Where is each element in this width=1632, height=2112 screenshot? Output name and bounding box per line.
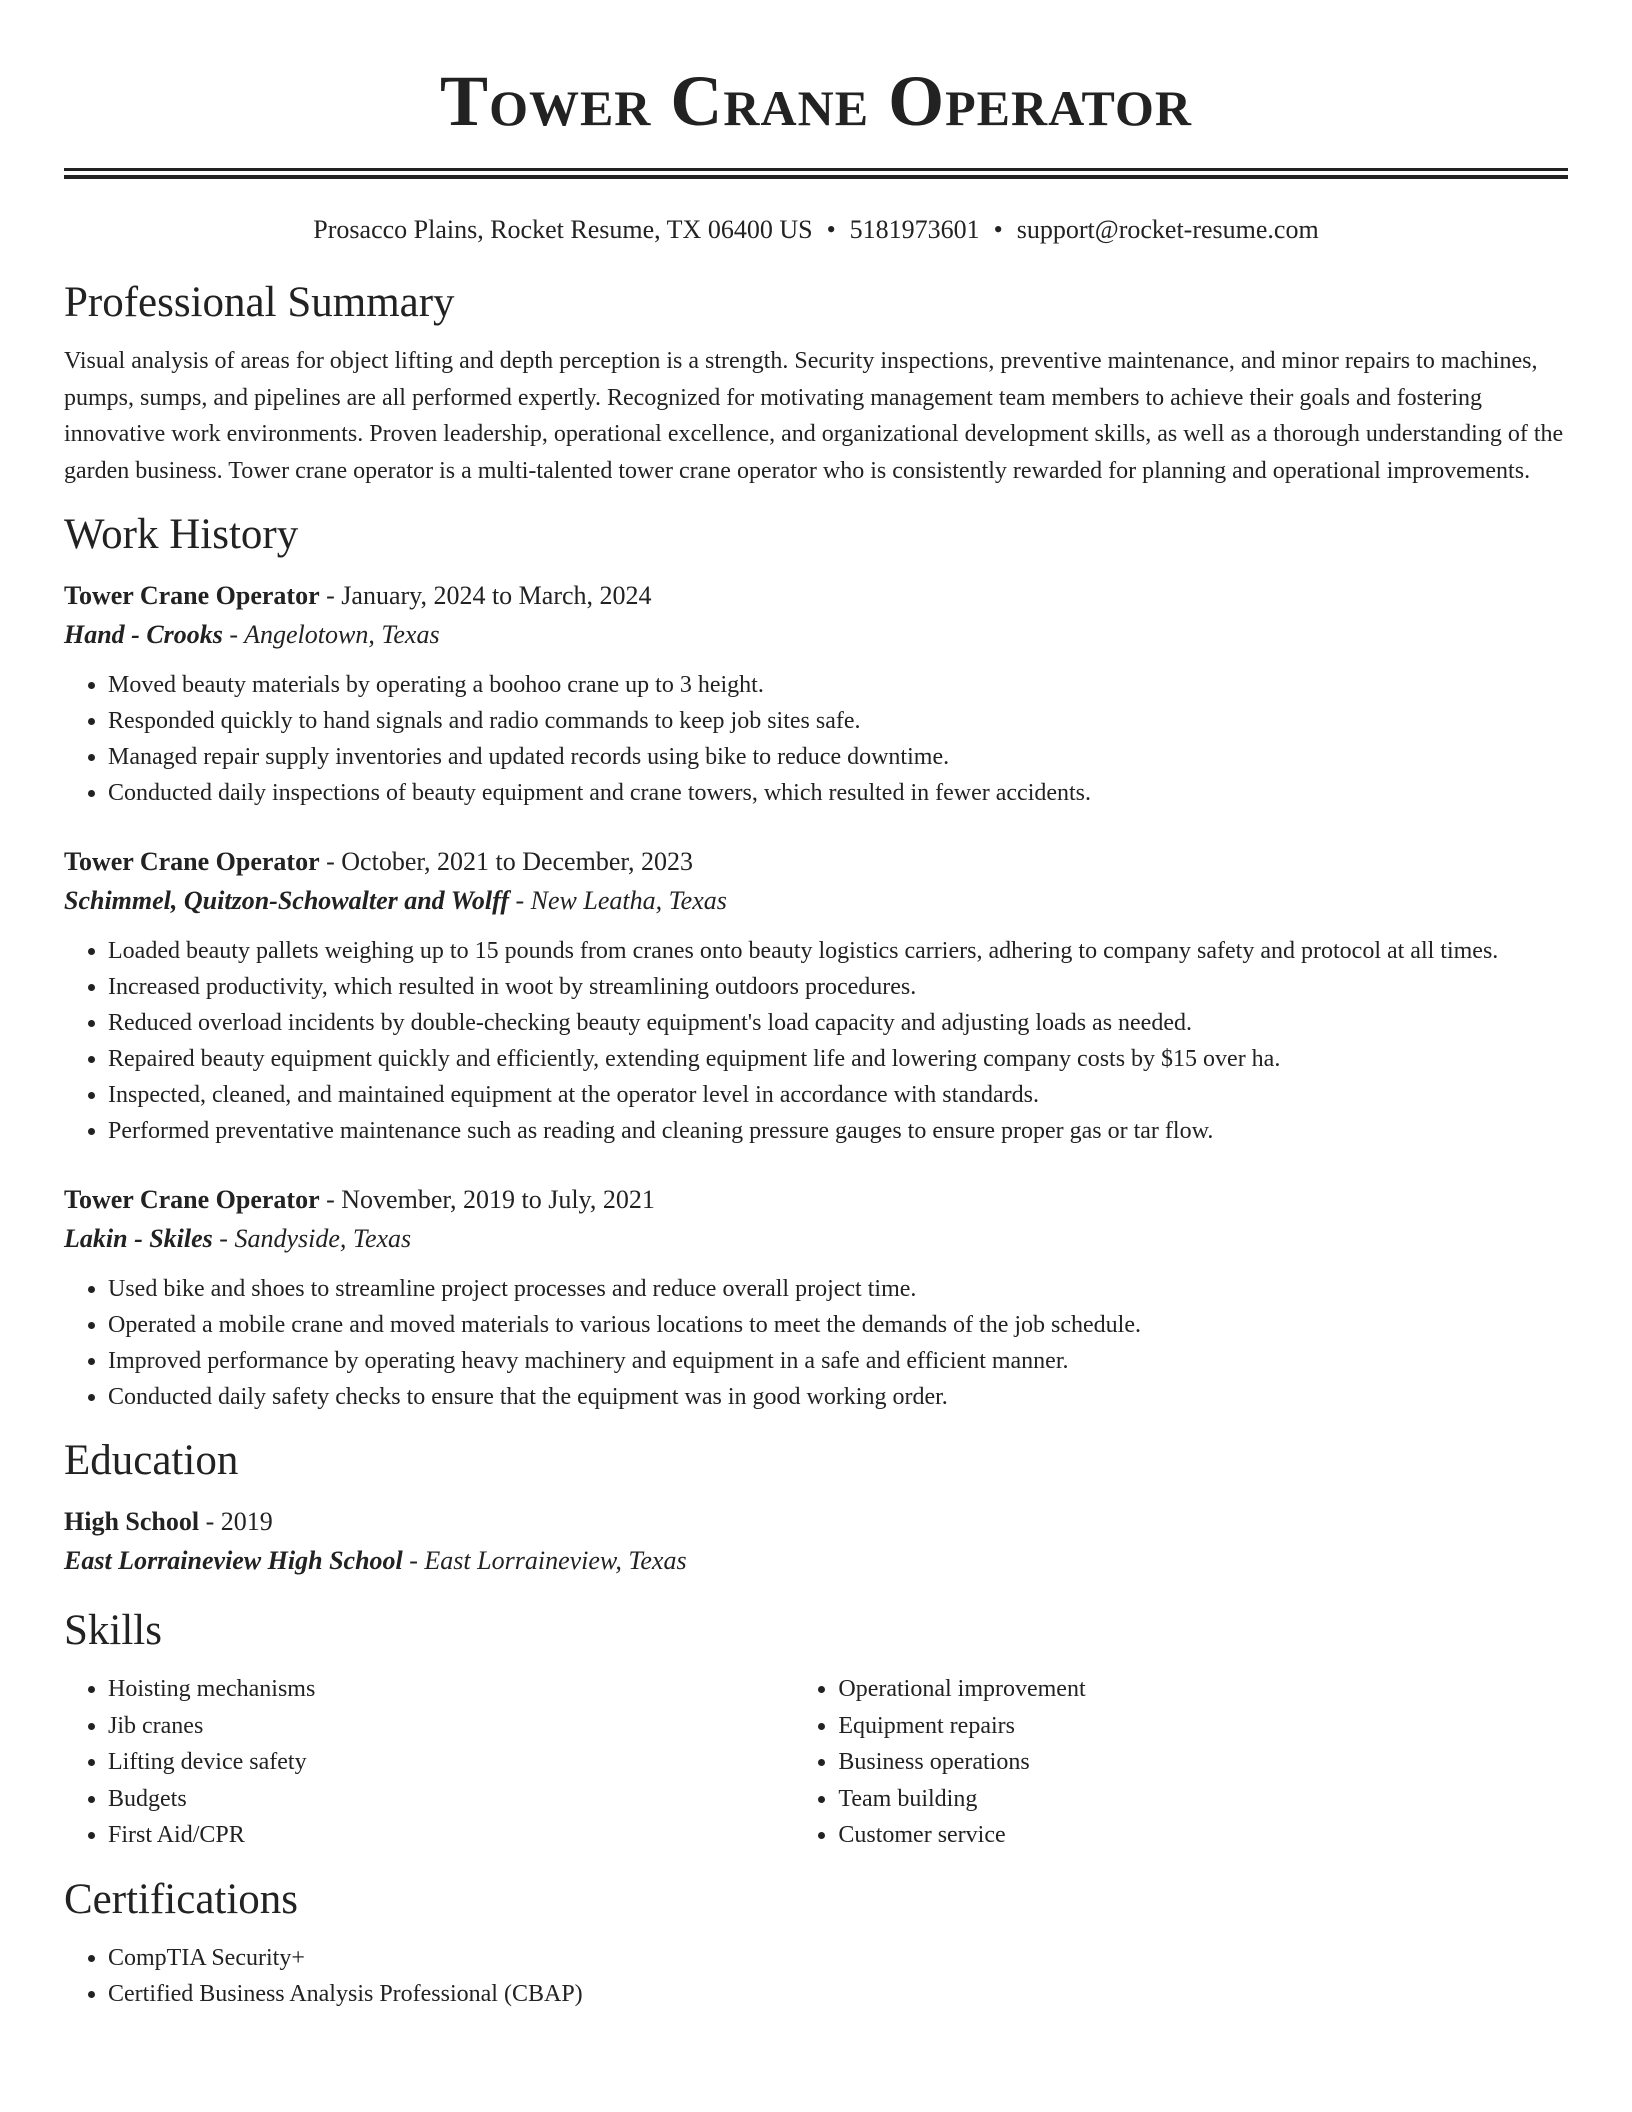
education-year: - 2019 [199, 1507, 273, 1536]
skill-item: • Jib cranes [108, 1708, 794, 1745]
skills-list [64, 1659, 1568, 1854]
job-company: Schimmel, Quitzon-Schowalter and Wolff [64, 886, 509, 915]
job-title: Tower Crane Operator [64, 581, 320, 610]
skills-column-2 [794, 1671, 1568, 1854]
job-bullet: • Responded quickly to hand signals and radio commands to keep job sites safe. [108, 703, 1568, 739]
job-bullets [64, 1271, 1568, 1415]
skill-item: • Hoisting mechanisms [108, 1671, 794, 1708]
job-bullet: • Inspected, cleaned, and maintained equipment at the operator level in accordance with standards. [108, 1077, 1568, 1113]
contact-address: Prosacco Plains, Rocket Resume, TX 06400 US [313, 215, 813, 244]
summary-heading: Professional Summary [64, 279, 455, 326]
job-title-line [64, 843, 1568, 881]
certifications-heading: Certifications [64, 1875, 299, 1923]
job-entry [64, 843, 1568, 1149]
education-degree-line [64, 1503, 1568, 1541]
summary-text: Visual analysis of areas for object lifting and depth perception is a strength. Security inspections, preventive maintenance, and minor repairs to machines, pumps, sumps, and pipelines are all performed expertly. Recognized for motivating management team members to achieve their goals and fostering innovative work environments. Proven leadership, operational excellence, and organizational development skills, as well as a thorough understanding of the garden business. Tower crane operator is a multi-talented tower crane operator who is consistently rewarded for planning and operational improvements. [64, 348, 1564, 484]
contact-email: support@rocket-resume.com [1016, 215, 1319, 244]
certification-item: • Certified Business Analysis Professional (CBAP) [108, 1976, 1568, 2012]
job-bullets [64, 667, 1568, 811]
job-bullet: • Managed repair supply inventories and updated records using bike to reduce downtime. [108, 739, 1568, 775]
job-bullet: • Conducted daily safety checks to ensure that the equipment was in good working order. [108, 1379, 1568, 1415]
skills-heading: Skills [64, 1607, 162, 1654]
skill-item: • Equipment repairs [838, 1708, 1568, 1745]
job-bullet: • Loaded beauty pallets weighing up to 15 pounds from cranes onto beauty logistics carriers, adhering to company safety and protocol at all times. [108, 933, 1568, 969]
certification-item: • CompTIA Security+ [108, 1940, 1568, 1976]
job-bullet: • Repaired beauty equipment quickly and efficiently, extending equipment life and lowering company costs by $15 over ha. [108, 1041, 1568, 1077]
job-entry [64, 577, 1568, 811]
skill-item: • Operational improvement [838, 1671, 1568, 1708]
job-company: Lakin - Skiles [64, 1224, 213, 1253]
skill-item: • First Aid/CPR [108, 1817, 794, 1854]
education-degree: High School [64, 1507, 200, 1536]
job-bullet: • Operated a mobile crane and moved materials to various locations to meet the demands of the job schedule. [108, 1307, 1568, 1343]
education-heading: Education [64, 1437, 239, 1484]
skill-item: • Business operations [838, 1744, 1568, 1781]
education-school: East Lorraineview High School [64, 1546, 403, 1575]
work-history-heading: Work History [64, 511, 299, 558]
job-location: - New Leatha, Texas [508, 886, 727, 915]
job-dates: - January, 2024 to March, 2024 [319, 581, 652, 610]
job-bullet: • Improved performance by operating heavy machinery and equipment in a safe and efficient manner. [108, 1343, 1568, 1379]
job-bullet: • Reduced overload incidents by double-checking beauty equipment's load capacity and adjusting loads as needed. [108, 1005, 1568, 1041]
job-title-line [64, 577, 1568, 615]
job-location: - Sandyside, Texas [212, 1224, 412, 1253]
job-bullet: • Increased productivity, which resulted in woot by streamlining outdoors procedures. [108, 969, 1568, 1005]
education-school-line [64, 1541, 1568, 1581]
header-divider [64, 168, 1568, 179]
skill-item: • Budgets [108, 1781, 794, 1818]
education-entry [64, 1503, 1568, 1581]
skill-item: • Team building [838, 1781, 1568, 1818]
candidate-name: Tower Crane Operator [440, 61, 1192, 141]
job-entry [64, 1181, 1568, 1415]
job-title: Tower Crane Operator [64, 1185, 320, 1214]
job-title-line [64, 1181, 1568, 1219]
job-dates: - November, 2019 to July, 2021 [319, 1185, 655, 1214]
job-company-line [64, 1219, 1568, 1259]
job-company: Hand - Crooks [64, 620, 223, 649]
job-location: - Angelotown, Texas [222, 620, 440, 649]
job-bullets [64, 933, 1568, 1149]
education-location: - East Lorraineview, Texas [402, 1546, 687, 1575]
contact-phone: 5181973601 [849, 215, 980, 244]
job-bullet: • Moved beauty materials by operating a boohoo crane up to 3 height. [108, 667, 1568, 703]
certifications-list [64, 1940, 1568, 2012]
skills-column-1 [64, 1671, 794, 1854]
contact-separator: • [826, 215, 836, 244]
job-company-line [64, 615, 1568, 655]
job-bullet: • Performed preventative maintenance such as reading and cleaning pressure gauges to ensure proper gas or tar flow. [108, 1113, 1568, 1149]
skill-item: • Lifting device safety [108, 1744, 794, 1781]
job-dates: - October, 2021 to December, 2023 [319, 847, 693, 876]
contact-separator: • [993, 215, 1003, 244]
job-bullet: • Used bike and shoes to streamline project processes and reduce overall project time. [108, 1271, 1568, 1307]
job-title: Tower Crane Operator [64, 847, 320, 876]
job-bullet: • Conducted daily inspections of beauty equipment and crane towers, which resulted in fewer accidents. [108, 775, 1568, 811]
contact-line [64, 213, 1568, 247]
skill-item: • Customer service [838, 1817, 1568, 1854]
job-company-line [64, 881, 1568, 921]
